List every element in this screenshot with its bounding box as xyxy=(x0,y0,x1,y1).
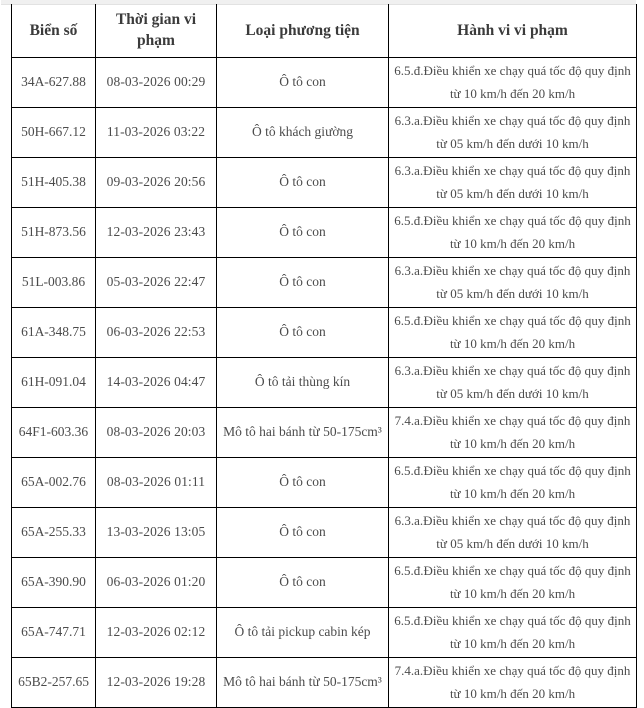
cell-violation: 6.5.đ.Điều khiển xe chạy quá tốc độ quy định từ 10 km/h đến 20 km/h xyxy=(389,207,637,257)
cell-time: 08-03-2026 01:11 xyxy=(96,457,217,507)
table-row xyxy=(12,557,637,607)
table-row xyxy=(12,207,637,257)
cell-time: 08-03-2026 00:29 xyxy=(96,57,217,107)
cell-violation: 6.3.a.Điều khiển xe chạy quá tốc độ quy định từ 05 km/h đến dưới 10 km/h xyxy=(389,107,637,157)
cell-vehicle: Ô tô con xyxy=(217,557,389,607)
table-row xyxy=(12,357,637,407)
cell-vehicle: Ô tô con xyxy=(217,307,389,357)
cell-time: 12-03-2026 23:43 xyxy=(96,207,217,257)
cell-violation: 6.5.đ.Điều khiển xe chạy quá tốc độ quy định từ 10 km/h đến 20 km/h xyxy=(389,457,637,507)
cell-time: 12-03-2026 02:12 xyxy=(96,607,217,657)
cell-time: 12-03-2026 19:28 xyxy=(96,657,217,707)
cell-plate: 51L-003.86 xyxy=(12,257,96,307)
table-row xyxy=(12,257,637,307)
cell-vehicle: Ô tô khách giường xyxy=(217,107,389,157)
table-body xyxy=(12,57,637,707)
cell-violation: 6.3.a.Điều khiển xe chạy quá tốc độ quy định từ 05 km/h đến dưới 10 km/h xyxy=(389,157,637,207)
cell-vehicle: Ô tô con xyxy=(217,207,389,257)
table-header-row xyxy=(12,4,637,57)
cell-time: 06-03-2026 22:53 xyxy=(96,307,217,357)
cell-vehicle: Ô tô con xyxy=(217,507,389,557)
table-row xyxy=(12,407,637,457)
cell-violation: 6.5.đ.Điều khiển xe chạy quá tốc độ quy định từ 10 km/h đến 20 km/h xyxy=(389,307,637,357)
table-row xyxy=(12,507,637,557)
cell-time: 06-03-2026 01:20 xyxy=(96,557,217,607)
cell-violation: 6.3.a.Điều khiển xe chạy quá tốc độ quy định từ 05 km/h đến dưới 10 km/h xyxy=(389,357,637,407)
cell-time: 09-03-2026 20:56 xyxy=(96,157,217,207)
cell-vehicle: Ô tô con xyxy=(217,257,389,307)
cell-plate: 51H-405.38 xyxy=(12,157,96,207)
cell-violation: 6.5.đ.Điều khiển xe chạy quá tốc độ quy định từ 10 km/h đến 20 km/h xyxy=(389,607,637,657)
table-row xyxy=(12,57,637,107)
column-header-time: Thời gian vi phạm xyxy=(96,4,217,57)
cell-time: 11-03-2026 03:22 xyxy=(96,107,217,157)
table-row xyxy=(12,157,637,207)
table-row xyxy=(12,607,637,657)
cell-time: 08-03-2026 20:03 xyxy=(96,407,217,457)
cell-plate: 65A-390.90 xyxy=(12,557,96,607)
cell-plate: 65B2-257.65 xyxy=(12,657,96,707)
cell-vehicle: Ô tô tải pickup cabin kép xyxy=(217,607,389,657)
cell-plate: 34A-627.88 xyxy=(12,57,96,107)
column-header-plate: Biển số xyxy=(12,4,96,57)
cell-plate: 64F1-603.36 xyxy=(12,407,96,457)
cell-plate: 50H-667.12 xyxy=(12,107,96,157)
cell-time: 13-03-2026 13:05 xyxy=(96,507,217,557)
table-row xyxy=(12,457,637,507)
cell-plate: 51H-873.56 xyxy=(12,207,96,257)
cell-plate: 61A-348.75 xyxy=(12,307,96,357)
cell-vehicle: Ô tô con xyxy=(217,457,389,507)
cell-plate: 65A-255.33 xyxy=(12,507,96,557)
cell-plate: 65A-747.71 xyxy=(12,607,96,657)
cell-plate: 65A-002.76 xyxy=(12,457,96,507)
table-row xyxy=(12,657,637,707)
cell-violation: 7.4.a.Điều khiển xe chạy quá tốc độ quy định từ 10 km/h đến 20 km/h xyxy=(389,407,637,457)
column-header-vehicle: Loại phương tiện xyxy=(217,4,389,57)
cell-violation: 6.5.đ.Điều khiển xe chạy quá tốc độ quy định từ 10 km/h đến 20 km/h xyxy=(389,557,637,607)
cell-violation: 7.4.a.Điều khiển xe chạy quá tốc độ quy định từ 10 km/h đến 20 km/h xyxy=(389,657,637,707)
cell-time: 05-03-2026 22:47 xyxy=(96,257,217,307)
cell-violation: 6.3.a.Điều khiển xe chạy quá tốc độ quy định từ 05 km/h đến dưới 10 km/h xyxy=(389,257,637,307)
cell-vehicle: Mô tô hai bánh từ 50-175cm³ xyxy=(217,657,389,707)
cell-time: 14-03-2026 04:47 xyxy=(96,357,217,407)
column-header-violation: Hành vi vi phạm xyxy=(389,4,637,57)
cell-plate: 61H-091.04 xyxy=(12,357,96,407)
table-row xyxy=(12,307,637,357)
table-row xyxy=(12,107,637,157)
cell-vehicle: Ô tô con xyxy=(217,157,389,207)
cell-vehicle: Ô tô con xyxy=(217,57,389,107)
cell-violation: 6.3.a.Điều khiển xe chạy quá tốc độ quy định từ 05 km/h đến dưới 10 km/h xyxy=(389,507,637,557)
cell-vehicle: Mô tô hai bánh từ 50-175cm³ xyxy=(217,407,389,457)
cell-violation: 6.5.đ.Điều khiển xe chạy quá tốc độ quy định từ 10 km/h đến 20 km/h xyxy=(389,57,637,107)
violations-table xyxy=(11,4,637,708)
cell-vehicle: Ô tô tải thùng kín xyxy=(217,357,389,407)
